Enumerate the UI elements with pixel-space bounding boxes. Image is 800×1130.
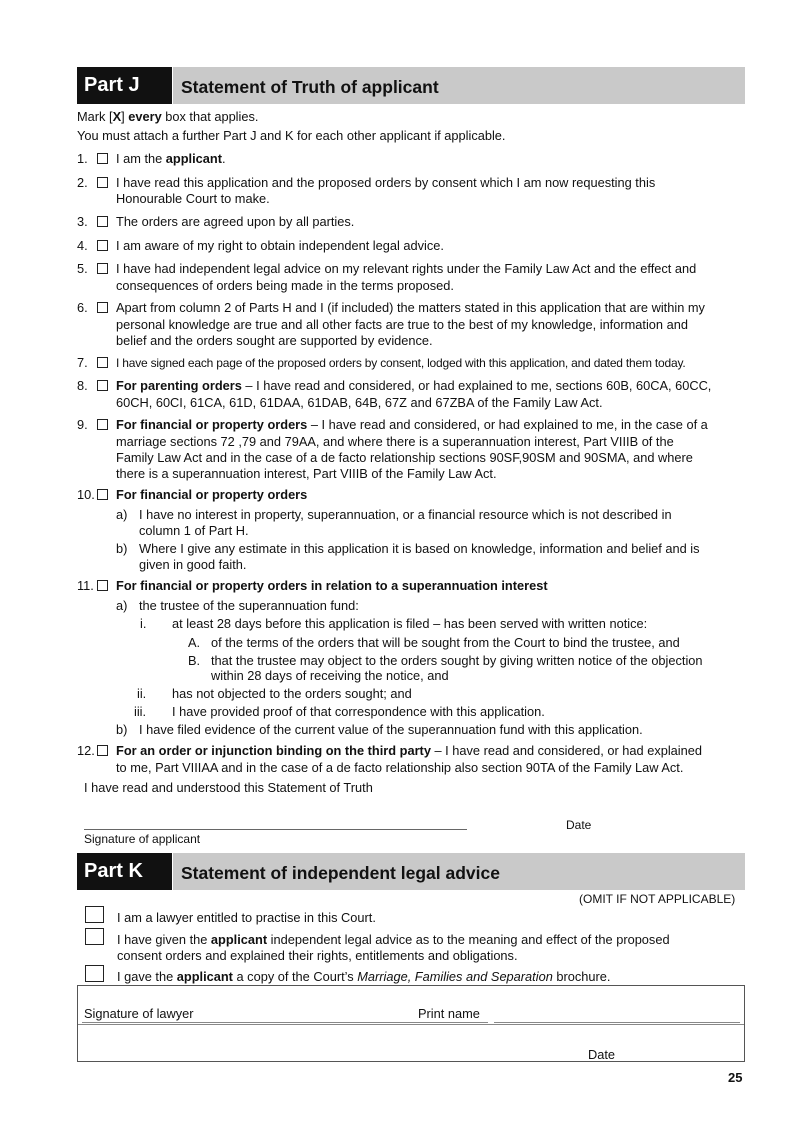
checkbox-orders-agreed[interactable] [97, 216, 108, 227]
understood-statement: I have read and understood this Statement of Truth [84, 780, 373, 795]
item-number: 11. [77, 578, 94, 593]
item-text: within 28 days of receiving the notice, and [211, 668, 449, 683]
item-text: I have no interest in property, superannuation, or a financial resource which is not described in [139, 507, 672, 522]
item-text: there is a superannuation interest, Part VIIIB of the Family Law Act. [116, 466, 497, 481]
item-text: consequences of orders being made in the terms proposed. [116, 278, 454, 293]
subitem-label: B. [188, 653, 201, 668]
checkbox-parenting-orders[interactable] [97, 380, 108, 391]
part-j-badge: Part J [77, 67, 172, 104]
item-text: Apart from column 2 of Parts H and I (if included) the matters stated in this application that are within my [116, 300, 705, 315]
item-text: of the terms of the orders that will be sought from the Court to bind the trustee, and [211, 635, 680, 650]
subitem-label: a) [116, 598, 128, 613]
item-text: For an order or injunction binding on the third party – I have read and considered, or had explained [116, 743, 702, 758]
applicant-date-label: Date [566, 818, 592, 832]
item-text: has not objected to the orders sought; and [172, 686, 412, 701]
item-number: 12. [77, 743, 95, 758]
checkbox-superannuation-interest[interactable] [97, 580, 108, 591]
checkbox-facts-true[interactable] [97, 302, 108, 313]
item-text: the trustee of the superannuation fund: [139, 598, 359, 613]
item-number: 4. [77, 238, 88, 253]
item-number: 5. [77, 261, 88, 276]
item-text: I am aware of my right to obtain independent legal advice. [116, 238, 444, 253]
item-number: 7. [77, 355, 88, 370]
item-text: marriage sections 72 ,79 and 79AA, and where there is a superannuation interest, Part VIIIB of the [116, 434, 674, 449]
checkbox-had-legal-advice[interactable] [97, 263, 108, 274]
item-number: 8. [77, 378, 88, 393]
item-text: at least 28 days before this application is filed – has been served with written notice: [172, 616, 648, 631]
attach-instruction: You must attach a further Part J and K for each other applicant if applicable. [77, 128, 506, 143]
checkbox-lawyer-entitled[interactable] [85, 906, 104, 923]
item-number: 3. [77, 214, 88, 229]
checkbox-signed-pages[interactable] [97, 357, 108, 368]
item-text: For financial or property orders in relation to a superannuation interest [116, 578, 548, 593]
checkbox-applicant[interactable] [97, 153, 108, 164]
box-divider [78, 1024, 744, 1025]
checkbox-financial-orders[interactable] [97, 419, 108, 430]
item-number: 10. [77, 487, 95, 502]
item-number: 9. [77, 417, 88, 432]
applicant-signature-line[interactable] [84, 829, 467, 830]
subitem-label: b) [116, 541, 128, 556]
item-text: Where I give any estimate in this application it is based on knowledge, information and belief and is [139, 541, 700, 556]
item-text: I have had independent legal advice on my relevant rights under the Family Law Act and the effect and [116, 261, 697, 276]
subitem-label: a) [116, 507, 128, 522]
lawyer-entitled-text: I am a lawyer entitled to practise in this Court. [117, 910, 376, 925]
item-text: given in good faith. [139, 557, 247, 572]
part-k-badge: Part K [77, 853, 172, 890]
item-text: For parenting orders – I have read and considered, or had explained to me, sections 60B, 60CA, 60CC, [116, 378, 712, 393]
lawyer-signature-box [77, 985, 745, 1062]
lawyer-date-label: Date [588, 1047, 616, 1062]
item-text: The orders are agreed upon by all parties. [116, 214, 355, 229]
lawyer-signature-label: Signature of lawyer [84, 1006, 194, 1021]
item-number: 2. [77, 175, 88, 190]
subitem-label: A. [188, 635, 201, 650]
subitem-label: b) [116, 722, 128, 737]
item-text: I am the applicant. [116, 151, 226, 166]
checkbox-read-application[interactable] [97, 177, 108, 188]
item-text: I have filed evidence of the current value of the superannuation fund with this application. [139, 722, 643, 737]
item-text: Honourable Court to make. [116, 191, 270, 206]
print-name-line[interactable] [494, 1022, 740, 1023]
applicant-signature-label: Signature of applicant [84, 832, 201, 846]
checkbox-financial-property-orders[interactable] [97, 489, 108, 500]
item-number: 6. [77, 300, 88, 315]
item-text: 60CH, 60CI, 61CA, 61D, 61DAA, 61DAB, 64B, 67Z and 67ZBA of the Family Law Act. [116, 395, 603, 410]
subitem-label: ii. [137, 686, 147, 701]
item-text: I have provided proof of that correspondence with this application. [172, 704, 545, 719]
print-name-label: Print name [418, 1006, 480, 1021]
advice-given-text-line2: consent orders and explained their rights, entitlements and obligations. [117, 948, 518, 963]
item-text: belief and the orders sought are supported by evidence. [116, 333, 433, 348]
item-text: Family Law Act and in the case of a de facto relationship sections 90SF,90SM and 90SMA, and where [116, 450, 693, 465]
item-text: to me, Part VIIIAA and in the case of a de facto relationship also section 90TA of the Family Law Act. [116, 760, 684, 775]
lawyer-signature-line[interactable] [82, 1022, 488, 1023]
part-k-title: Statement of independent legal advice [181, 863, 500, 883]
checkbox-brochure-given[interactable] [85, 965, 104, 982]
item-text: I have read this application and the proposed orders by consent which I am now requesting this [116, 175, 656, 190]
item-text: column 1 of Part H. [139, 523, 249, 538]
mark-instruction: Mark [X] every box that applies. [77, 109, 259, 124]
page-number: 25 [728, 1070, 743, 1085]
item-number: 1. [77, 151, 88, 166]
part-j-title: Statement of Truth of applicant [181, 77, 439, 97]
checkbox-aware-legal-advice[interactable] [97, 240, 108, 251]
brochure-given-text: I gave the applicant a copy of the Court’s Marriage, Families and Separation brochure. [117, 969, 611, 984]
item-text: that the trustee may object to the orders sought by giving written notice of the objection [211, 653, 703, 668]
checkbox-advice-given[interactable] [85, 928, 104, 945]
item-text: personal knowledge are true and all other facts are true to the best of my knowledge, information and [116, 317, 688, 332]
item-text: I have signed each page of the proposed orders by consent, lodged with this application, and dated them today. [116, 356, 686, 370]
item-text: For financial or property orders [116, 487, 308, 502]
checkbox-third-party-injunction[interactable] [97, 745, 108, 756]
omit-note: (OMIT IF NOT APPLICABLE) [579, 892, 736, 906]
advice-given-text: I have given the applicant independent legal advice as to the meaning and effect of the proposed [117, 932, 670, 947]
item-text: For financial or property orders – I have read and considered, or had explained to me, in the case of a [116, 417, 708, 432]
subitem-label: i. [140, 616, 147, 631]
subitem-label: iii. [134, 704, 147, 719]
